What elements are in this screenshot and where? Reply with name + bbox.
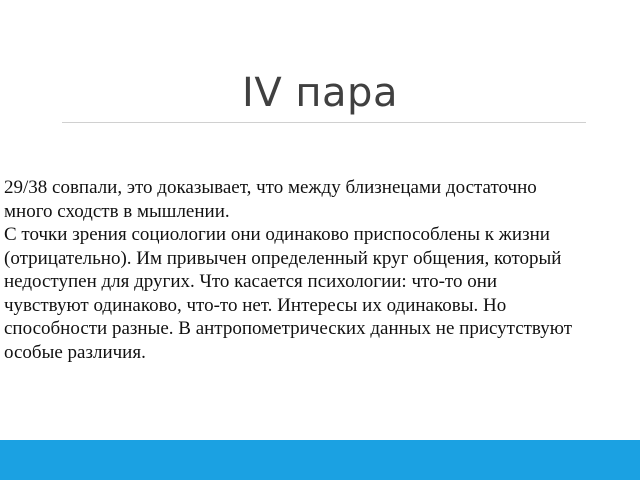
body-line: способности разные. В антропометрических данных не присутствуют — [4, 318, 573, 339]
body-line: (отрицательно). Им привычен определенный круг общения, который — [4, 247, 562, 269]
body-line: чувствуют одинаково, что-то нет. Интересы их одинаковы. Но — [4, 294, 507, 316]
body-line: С точки зрения социологии они одинаково приспособлены к жизни — [4, 224, 550, 245]
title-divider — [62, 122, 586, 123]
body-line: недоступен для других. Что касается психологии: что-то они — [4, 271, 498, 292]
body-line: особые различия. — [4, 341, 146, 363]
footer-bar — [0, 440, 640, 480]
body-line: 29/38 совпали, это доказывает, что между близнецами достаточно — [4, 177, 537, 198]
slide-body-text — [4, 176, 636, 364]
slide-title: IV пара — [242, 70, 398, 116]
body-line: много сходств в мышлении. — [4, 200, 230, 222]
